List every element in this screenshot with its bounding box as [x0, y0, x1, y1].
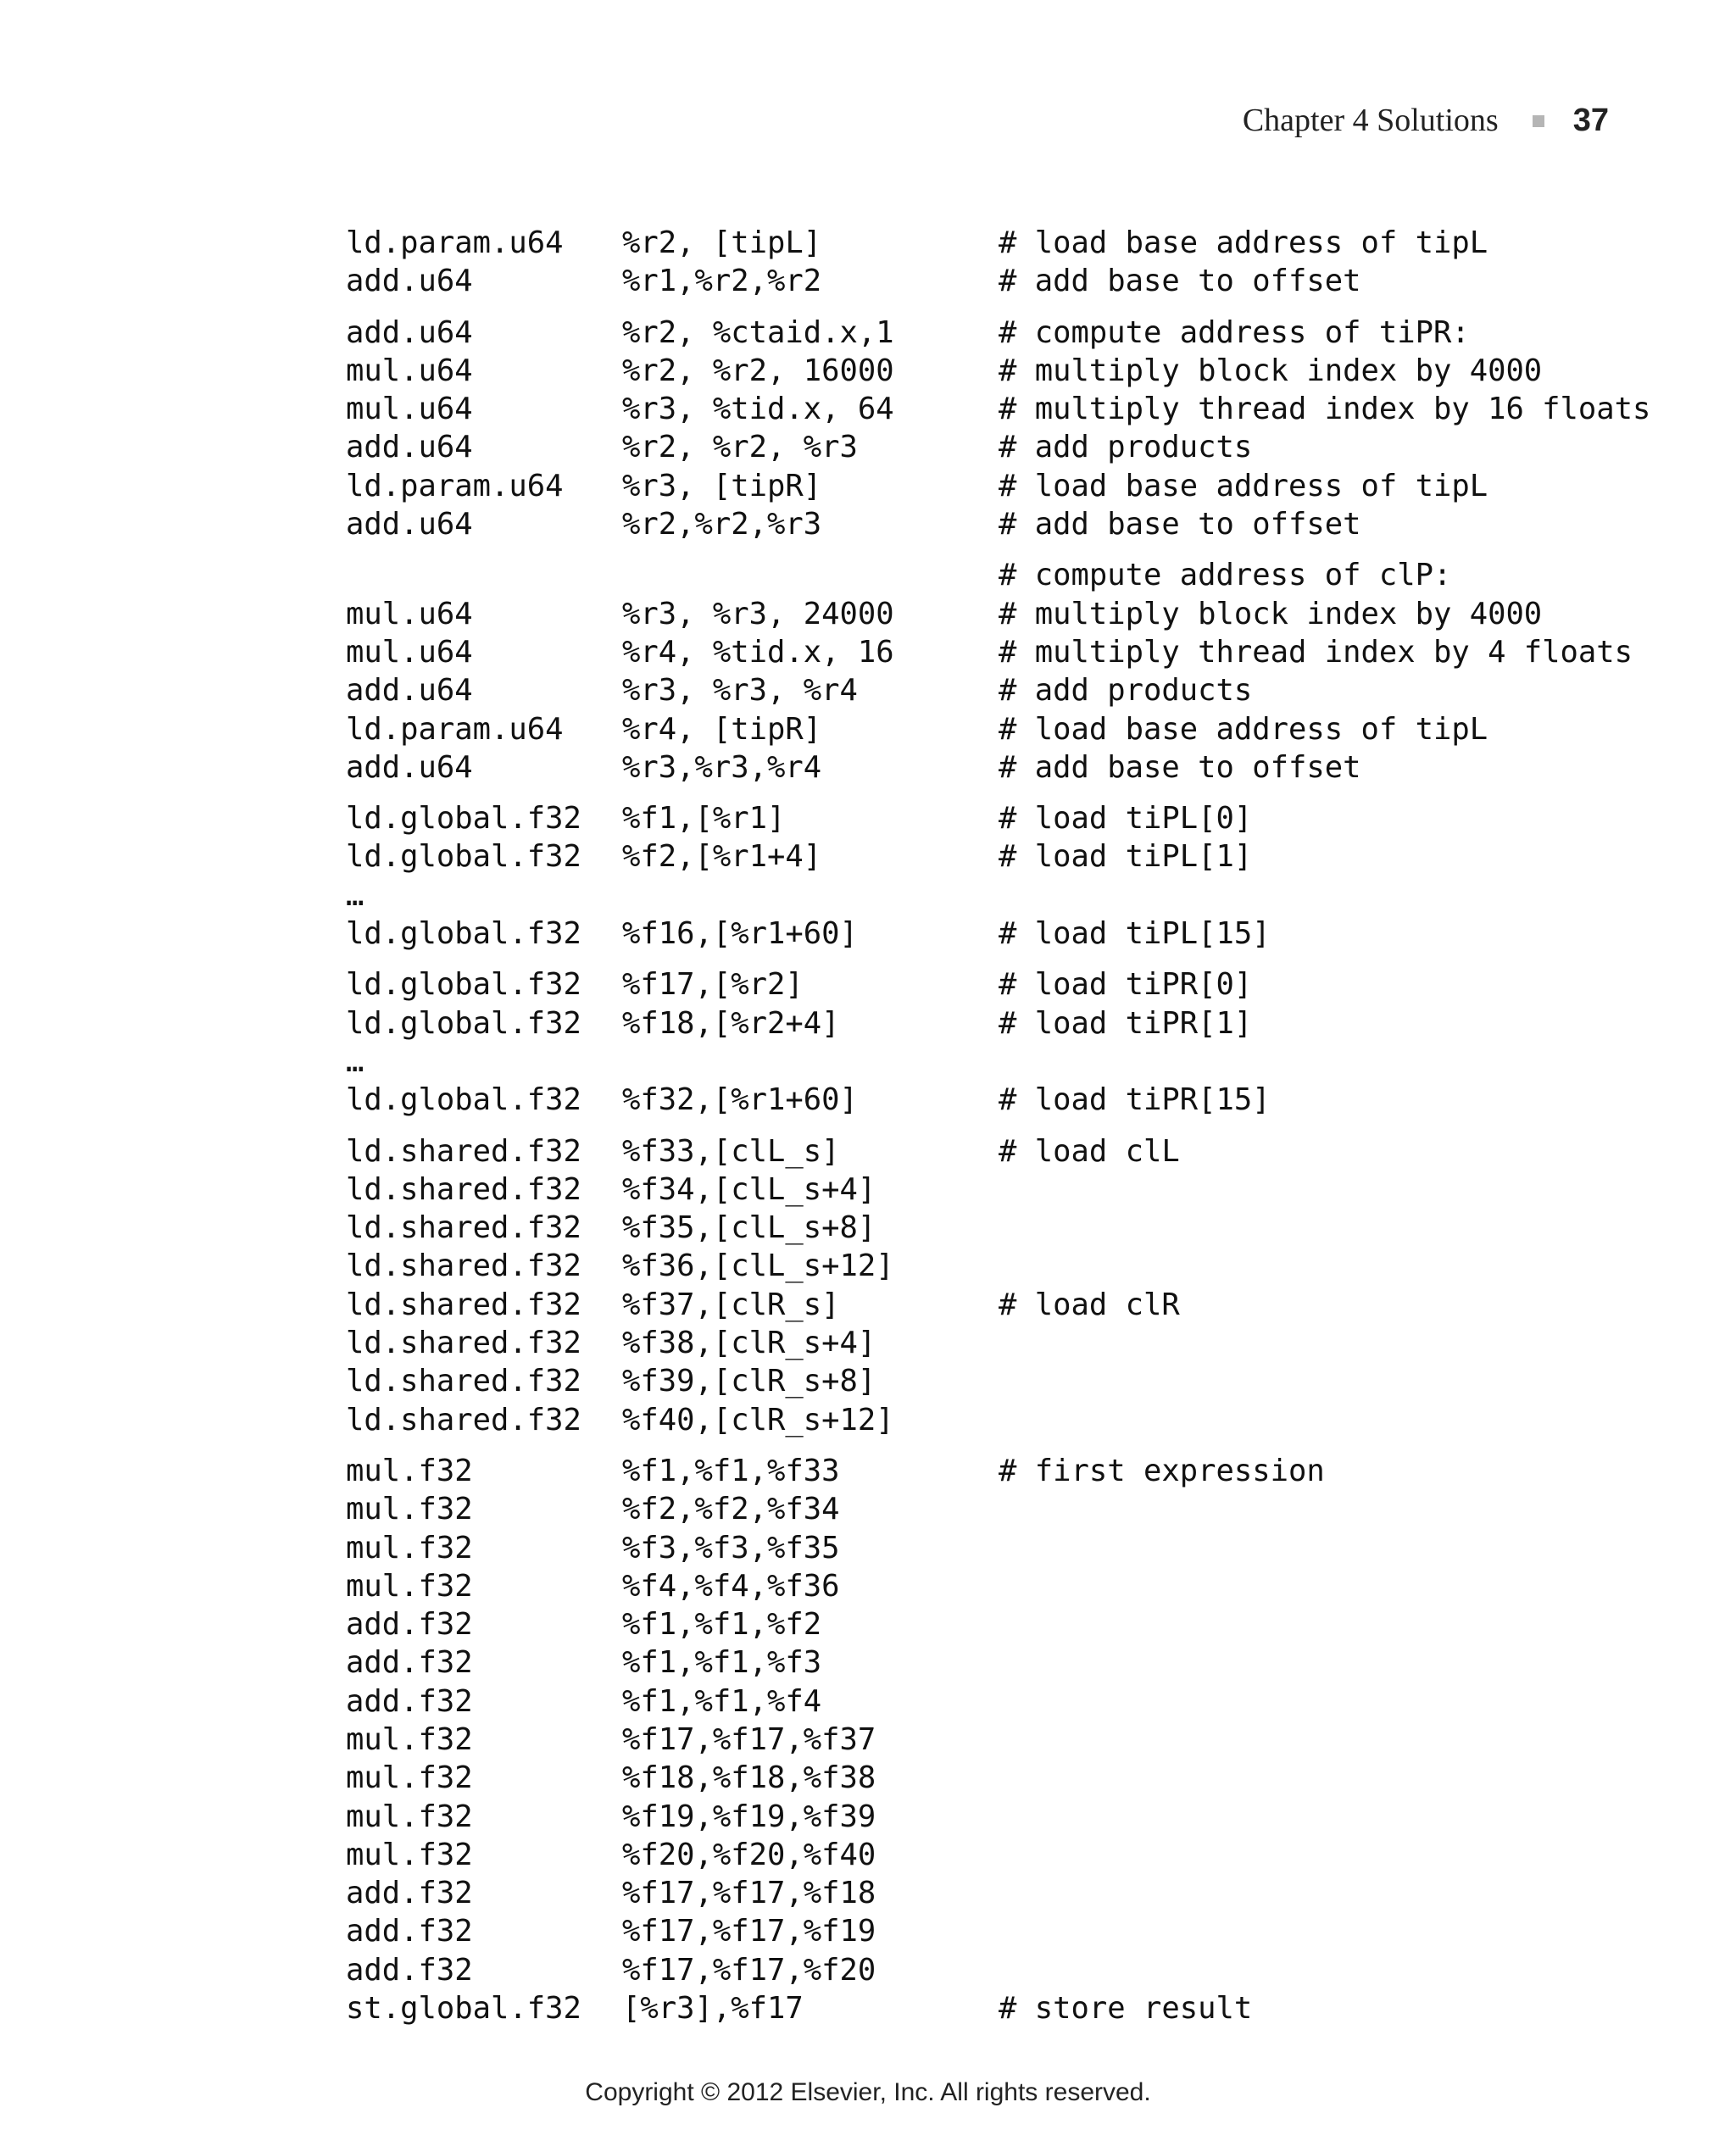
code-instruction: ld.global.f32 — [346, 839, 581, 875]
code-instruction: mul.f32 — [346, 1799, 473, 1834]
code-instruction: ld.param.u64 — [346, 468, 564, 503]
code-instruction: … — [346, 877, 364, 913]
code-instruction: ld.param.u64 — [346, 711, 564, 747]
code-operands: %f17,%f17,%f37 — [622, 1721, 876, 1757]
code-instruction: mul.u64 — [346, 353, 473, 388]
code-operands: %f39,[clR_s+8] — [622, 1364, 876, 1399]
code-comment: # first expression — [999, 1453, 1325, 1488]
code-comment: # load tiPL[1] — [999, 839, 1253, 875]
code-operands: %f3,%f3,%f35 — [622, 1530, 840, 1565]
chapter-title: Chapter 4 Solutions — [1242, 103, 1499, 138]
code-operands: %r3, [tipR] — [622, 468, 822, 503]
code-operands: %r2, %ctaid.x,1 — [622, 314, 894, 350]
code-comment: # load tiPL[0] — [999, 801, 1253, 837]
code-instruction: ld.shared.f32 — [346, 1287, 581, 1322]
code-operands: %r4, %tid.x, 16 — [622, 634, 894, 670]
code-operands: %f20,%f20,%f40 — [622, 1837, 876, 1872]
code-instruction: ld.global.f32 — [346, 801, 581, 837]
code-operands: %f33,[clL_s] — [622, 1133, 840, 1169]
code-operands: %f34,[clL_s+4] — [622, 1171, 876, 1207]
code-comment: # multiply block index by 4000 — [999, 353, 1543, 388]
code-instruction: mul.u64 — [346, 634, 473, 670]
code-instruction: add.f32 — [346, 1645, 473, 1681]
code-operands: %f4,%f4,%f36 — [622, 1568, 840, 1604]
code-operands: %f1,[%r1] — [622, 801, 786, 837]
square-bullet-icon — [1533, 115, 1544, 127]
code-comment: # multiply thread index by 4 floats — [999, 634, 1633, 670]
code-comment: # load clL — [999, 1133, 1180, 1169]
code-operands: %f17,%f17,%f18 — [622, 1876, 876, 1911]
code-operands: %f2,%f2,%f34 — [622, 1492, 840, 1527]
code-operands: %f1,%f1,%f3 — [622, 1645, 822, 1681]
code-operands: %r2, %r2, 16000 — [622, 353, 894, 388]
code-comment: # load tiPL[15] — [999, 916, 1271, 952]
code-comment: # compute address of clP: — [999, 558, 1452, 593]
code-instruction: add.u64 — [346, 507, 473, 542]
code-comment: # add base to offset — [999, 507, 1361, 542]
code-instruction: ld.global.f32 — [346, 967, 581, 1003]
copyright-footer: Copyright © 2012 Elsevier, Inc. All rights reserved. — [585, 2078, 1151, 2106]
code-instruction: ld.global.f32 — [346, 916, 581, 952]
code-instruction: add.f32 — [346, 1607, 473, 1643]
code-operands: %r2, [tipL] — [622, 225, 822, 260]
code-instruction: add.u64 — [346, 749, 473, 785]
code-operands: %r1,%r2,%r2 — [622, 264, 822, 299]
code-comment: # add products — [999, 430, 1253, 465]
code-operands: %f37,[clR_s] — [622, 1287, 840, 1322]
code-comment: # load base address of tipL — [999, 225, 1488, 260]
code-operands: %f17,%f17,%f20 — [622, 1952, 876, 1988]
code-operands: %f40,[clR_s+12] — [622, 1402, 894, 1438]
code-comment: # load tiPR[15] — [999, 1082, 1271, 1118]
code-instruction: ld.shared.f32 — [346, 1133, 581, 1169]
code-operands: %f35,[clL_s+8] — [622, 1210, 876, 1246]
code-operands: %f1,%f1,%f2 — [622, 1607, 822, 1643]
code-operands: %r2, %r2, %r3 — [622, 430, 858, 465]
code-comment: # add products — [999, 673, 1253, 709]
code-operands: %f16,[%r1+60] — [622, 916, 858, 952]
code-operands: %f19,%f19,%f39 — [622, 1799, 876, 1834]
code-instruction: st.global.f32 — [346, 1991, 581, 2027]
code-instruction: add.u64 — [346, 314, 473, 350]
code-operands: %r3, %tid.x, 64 — [622, 392, 894, 427]
code-comment: # multiply block index by 4000 — [999, 596, 1543, 631]
code-instruction: mul.u64 — [346, 392, 473, 427]
code-instruction: mul.f32 — [346, 1492, 473, 1527]
code-instruction: mul.f32 — [346, 1760, 473, 1796]
code-instruction: ld.shared.f32 — [346, 1402, 581, 1438]
code-operands: %f18,%f18,%f38 — [622, 1760, 876, 1796]
code-instruction: add.u64 — [346, 264, 473, 299]
code-instruction: ld.shared.f32 — [346, 1171, 581, 1207]
code-instruction: ld.shared.f32 — [346, 1326, 581, 1361]
code-instruction: add.u64 — [346, 673, 473, 709]
code-comment: # compute address of tiPR: — [999, 314, 1470, 350]
code-instruction: mul.f32 — [346, 1568, 473, 1604]
running-header — [1243, 102, 1609, 139]
code-comment: # load base address of tipL — [999, 468, 1488, 503]
code-operands: %f38,[clR_s+4] — [622, 1326, 876, 1361]
code-comment: # load tiPR[1] — [999, 1005, 1253, 1041]
code-instruction: mul.f32 — [346, 1530, 473, 1565]
code-instruction: ld.shared.f32 — [346, 1210, 581, 1246]
code-operands: %f18,[%r2+4] — [622, 1005, 840, 1041]
code-comment: # load tiPR[0] — [999, 967, 1253, 1003]
page-number: 37 — [1572, 103, 1609, 138]
code-comment: # add base to offset — [999, 264, 1361, 299]
code-operands: %r4, [tipR] — [622, 711, 822, 747]
code-operands: %f1,%f1,%f4 — [622, 1683, 822, 1719]
code-instruction: add.u64 — [346, 430, 473, 465]
code-comment: # load clR — [999, 1287, 1180, 1322]
code-instruction: … — [346, 1043, 364, 1079]
code-operands: %f2,[%r1+4] — [622, 839, 822, 875]
code-operands: %f17,%f17,%f19 — [622, 1914, 876, 1949]
code-operands: %f36,[clL_s+12] — [622, 1248, 894, 1284]
code-instruction: ld.shared.f32 — [346, 1248, 581, 1284]
code-comment: # load base address of tipL — [999, 711, 1488, 747]
code-comment: # multiply thread index by 16 floats — [999, 392, 1651, 427]
code-operands: %r2,%r2,%r3 — [622, 507, 822, 542]
code-operands: %r3,%r3,%r4 — [622, 749, 822, 785]
code-instruction: add.f32 — [346, 1914, 473, 1949]
code-instruction: mul.u64 — [346, 596, 473, 631]
code-operands: %f32,[%r1+60] — [622, 1082, 858, 1118]
code-instruction: mul.f32 — [346, 1453, 473, 1488]
code-operands: %r3, %r3, %r4 — [622, 673, 858, 709]
code-instruction: ld.shared.f32 — [346, 1364, 581, 1399]
code-instruction: ld.param.u64 — [346, 225, 564, 260]
code-instruction: add.f32 — [346, 1952, 473, 1988]
code-operands: [%r3],%f17 — [622, 1991, 804, 2027]
code-instruction: ld.global.f32 — [346, 1005, 581, 1041]
code-instruction: add.f32 — [346, 1683, 473, 1719]
code-instruction: mul.f32 — [346, 1837, 473, 1872]
code-comment: # store result — [999, 1991, 1253, 2027]
code-instruction: mul.f32 — [346, 1721, 473, 1757]
code-instruction: ld.global.f32 — [346, 1082, 581, 1118]
code-operands: %f1,%f1,%f33 — [622, 1453, 840, 1488]
code-comment: # add base to offset — [999, 749, 1361, 785]
code-instruction: add.f32 — [346, 1876, 473, 1911]
code-operands: %f17,[%r2] — [622, 967, 804, 1003]
code-operands: %r3, %r3, 24000 — [622, 596, 894, 631]
